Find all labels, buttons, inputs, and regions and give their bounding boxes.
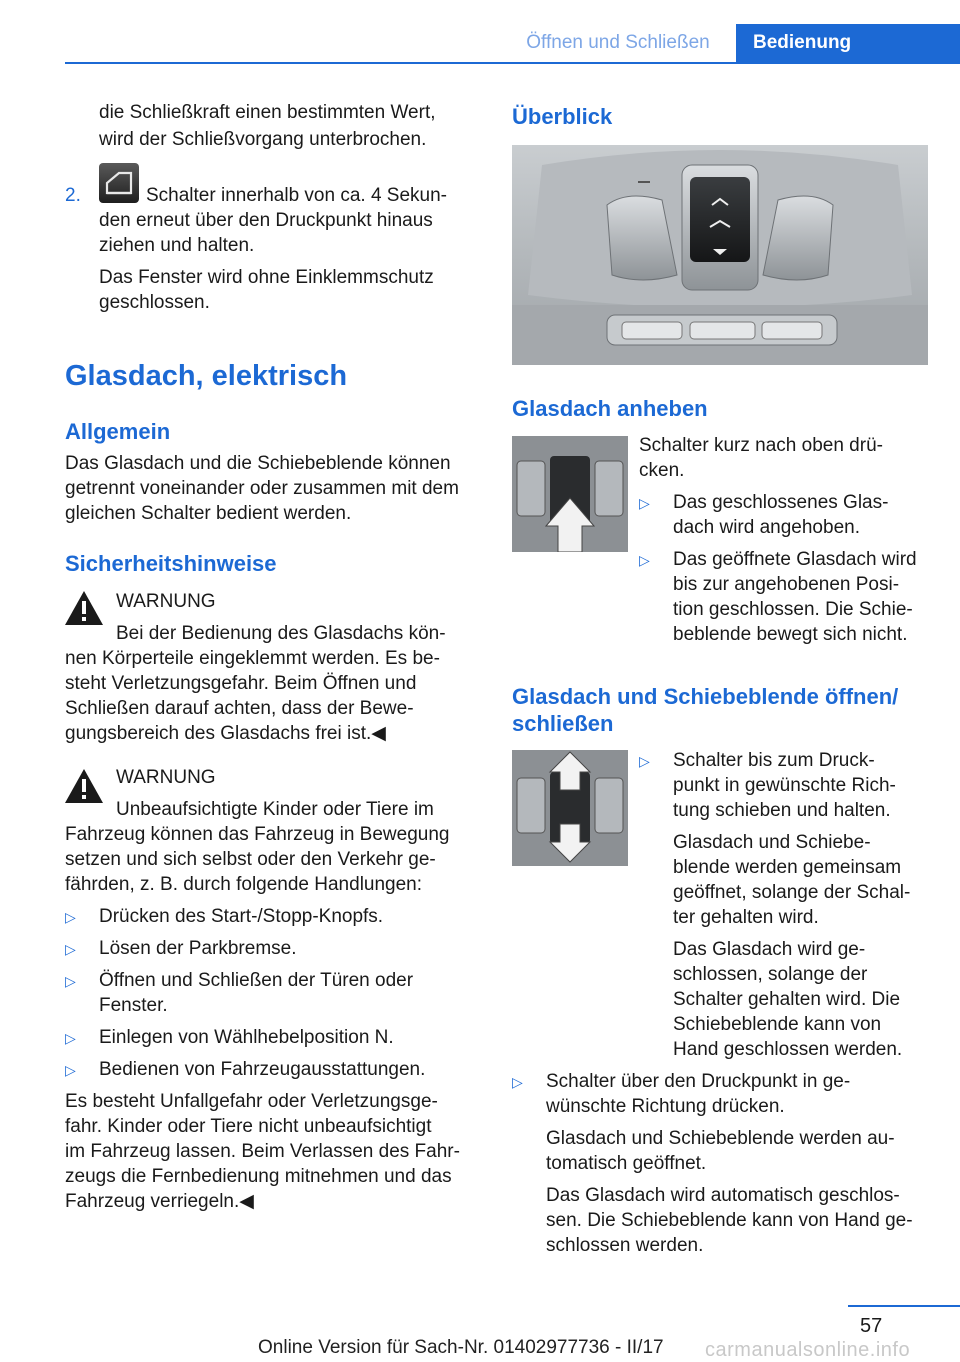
oe-bullet-1-line: Schalter bis zum Druck- — [673, 750, 875, 771]
oe-bullet-2-line: Schalter über den Druckpunkt in ge- — [546, 1071, 851, 1092]
header-rule — [65, 62, 960, 64]
allgemein-line-3: gleichen Schalter bedient werden. — [65, 503, 352, 524]
anheben-line-1: Schalter kurz nach oben drü- — [639, 435, 883, 456]
step-number: 2. — [65, 185, 81, 206]
oeffnen-heading-line-2: schließen — [512, 711, 614, 736]
list-item: Öffnen und Schließen der Türen oder — [99, 970, 414, 991]
ueberblick-heading: Überblick — [512, 104, 613, 129]
closing-line-3: im Fahrzeug lassen. Beim Verlassen des Fahr- — [65, 1141, 460, 1162]
intro-line-1: die Schließkraft einen bestimmten Wert, — [99, 102, 436, 123]
allgemein-line-2: getrennt voneinander oder zusammen mit dem — [65, 478, 459, 499]
oe-bullet-2-para2-line: Glasdach und Schiebeblende werden au- — [546, 1128, 895, 1149]
warning-2-line-4: fährden, z. B. durch folgende Handlungen: — [65, 874, 423, 895]
oe-bullet-1-para2-line: blende werden gemeinsam — [673, 857, 902, 878]
warning-2-line-2: Fahrzeug können das Fahrzeug in Bewegung — [65, 824, 450, 845]
step2-line-5: geschlossen. — [99, 292, 210, 313]
anheben-bullet-1-line-1: Das geschlossenes Glas- — [673, 492, 889, 513]
triangle-right-icon: ▷ — [65, 941, 76, 957]
oe-bullet-2-para3-line: schlossen werden. — [546, 1235, 704, 1256]
page-number: 57 — [860, 1315, 883, 1337]
anheben-bullet-2-line-4: beblende bewegt sich nicht. — [673, 624, 908, 645]
closing-line-4: zeugs die Fernbedienung mitnehmen und das — [65, 1166, 452, 1187]
footer-rule — [848, 1305, 960, 1307]
closing-line-1: Es besteht Unfallgefahr oder Verletzungsge- — [65, 1091, 438, 1112]
step2-line-2: den erneut über den Druckpunkt hinaus — [99, 210, 433, 231]
page-title: Glasdach, elektrisch — [65, 360, 348, 392]
watermark: carmanualsonline.info — [705, 1339, 911, 1361]
list-item-continued: Fenster. — [99, 995, 168, 1016]
warning-triangle-icon — [64, 768, 104, 804]
triangle-right-icon: ▷ — [65, 1062, 76, 1078]
list-item: Einlegen von Wählhebelposition N. — [99, 1027, 394, 1048]
warning-1-line-5: gungsbereich des Glasdachs frei ist.◀ — [65, 723, 386, 744]
step2-line-1: Schalter innerhalb von ca. 4 Sekun- — [146, 185, 448, 206]
header-chapter-tab: Bedienung — [736, 24, 960, 62]
oe-bullet-1-para2-line: ter gehalten wird. — [673, 907, 819, 928]
intro-line-2: wird der Schließvorgang unterbrochen. — [99, 129, 427, 150]
oe-bullet-1-para3-line: Schalter gehalten wird. Die — [673, 989, 901, 1010]
warning-1-line-3: steht Verletzungsgefahr. Beim Öffnen und — [65, 673, 417, 694]
closing-line-2: fahr. Kinder oder Tiere nicht unbeaufsichtigt — [65, 1116, 432, 1137]
anheben-line-2: cken. — [639, 460, 685, 481]
oe-bullet-2-para3-line: sen. Die Schiebeblende kann von Hand ge- — [546, 1210, 913, 1231]
oe-bullet-1-line: punkt in gewünschte Rich- — [673, 775, 896, 796]
warning-1-line-2: nen Körperteile eingeklemmt werden. Es be- — [65, 648, 440, 669]
oe-bullet-2-para2-line: tomatisch geöffnet. — [546, 1153, 707, 1174]
warning-2-label: WARNUNG — [116, 767, 216, 788]
triangle-right-icon: ▷ — [639, 753, 650, 769]
warning-1-line-1: Bei der Bedienung des Glasdachs kön- — [116, 623, 446, 644]
triangle-right-icon: ▷ — [65, 1030, 76, 1046]
sicherheit-heading: Sicherheitshinweise — [65, 551, 277, 576]
anheben-heading: Glasdach anheben — [512, 396, 708, 421]
oe-bullet-1-para3-line: Hand geschlossen werden. — [673, 1039, 903, 1060]
triangle-right-icon: ▷ — [65, 909, 76, 925]
oe-bullet-1-para2-line: Glasdach und Schiebe- — [673, 832, 871, 853]
closing-line-5: Fahrzeug verriegeln.◀ — [65, 1191, 254, 1212]
warning-2-line-3: setzen und sich selbst oder den Verkehr ge- — [65, 849, 436, 870]
window-switch-icon — [99, 163, 139, 203]
step2-line-4: Das Fenster wird ohne Einklemmschutz — [99, 267, 434, 288]
oe-bullet-1-para2-line: geöffnet, solange der Schal- — [673, 882, 911, 903]
allgemein-heading: Allgemein — [65, 419, 171, 444]
overview-photo — [512, 145, 928, 365]
warning-1-line-4: Schließen darauf achten, dass der Bewe- — [65, 698, 414, 719]
triangle-right-icon: ▷ — [639, 552, 650, 568]
anheben-bullet-2-line-1: Das geöffnete Glasdach wird — [673, 549, 917, 570]
triangle-right-icon: ▷ — [65, 973, 76, 989]
step2-line-3: ziehen und halten. — [99, 235, 255, 256]
lift-switch-photo — [512, 436, 628, 552]
warning-1-label: WARNUNG — [116, 591, 216, 612]
allgemein-line-1: Das Glasdach und die Schiebeblende können — [65, 453, 451, 474]
list-item: Lösen der Parkbremse. — [99, 938, 297, 959]
anheben-bullet-2-line-2: bis zur angehobenen Posi- — [673, 574, 900, 595]
oe-bullet-2-para3-line: Das Glasdach wird automatisch geschlos- — [546, 1185, 900, 1206]
oe-bullet-1-para3-line: schlossen, solange der — [673, 964, 868, 985]
oe-bullet-2-line: wünschte Richtung drücken. — [546, 1096, 785, 1117]
oe-bullet-1-line: tung schieben und halten. — [673, 800, 891, 821]
list-item: Drücken des Start-/Stopp-Knopfs. — [99, 906, 384, 927]
anheben-bullet-2-line-3: tion geschlossen. Die Schie- — [673, 599, 913, 620]
online-version: Online Version für Sach-Nr. 01402977736 - II/17 — [258, 1337, 664, 1358]
triangle-right-icon: ▷ — [639, 495, 650, 511]
triangle-right-icon: ▷ — [512, 1074, 523, 1090]
anheben-bullet-1-line-2: dach wird angehoben. — [673, 517, 860, 538]
oe-bullet-1-para3-line: Das Glasdach wird ge- — [673, 939, 866, 960]
warning-2-line-1: Unbeaufsichtigte Kinder oder Tiere im — [116, 799, 434, 820]
header-section-tab: Öffnen und Schließen — [526, 32, 710, 53]
oeffnen-heading-line-1: Glasdach und Schiebeblende öffnen/ — [512, 684, 899, 709]
slide-switch-photo — [512, 750, 628, 866]
oe-bullet-1-para3-line: Schiebeblende kann von — [673, 1014, 882, 1035]
warning-triangle-icon — [64, 590, 104, 626]
list-item: Bedienen von Fahrzeugausstattungen. — [99, 1059, 426, 1080]
